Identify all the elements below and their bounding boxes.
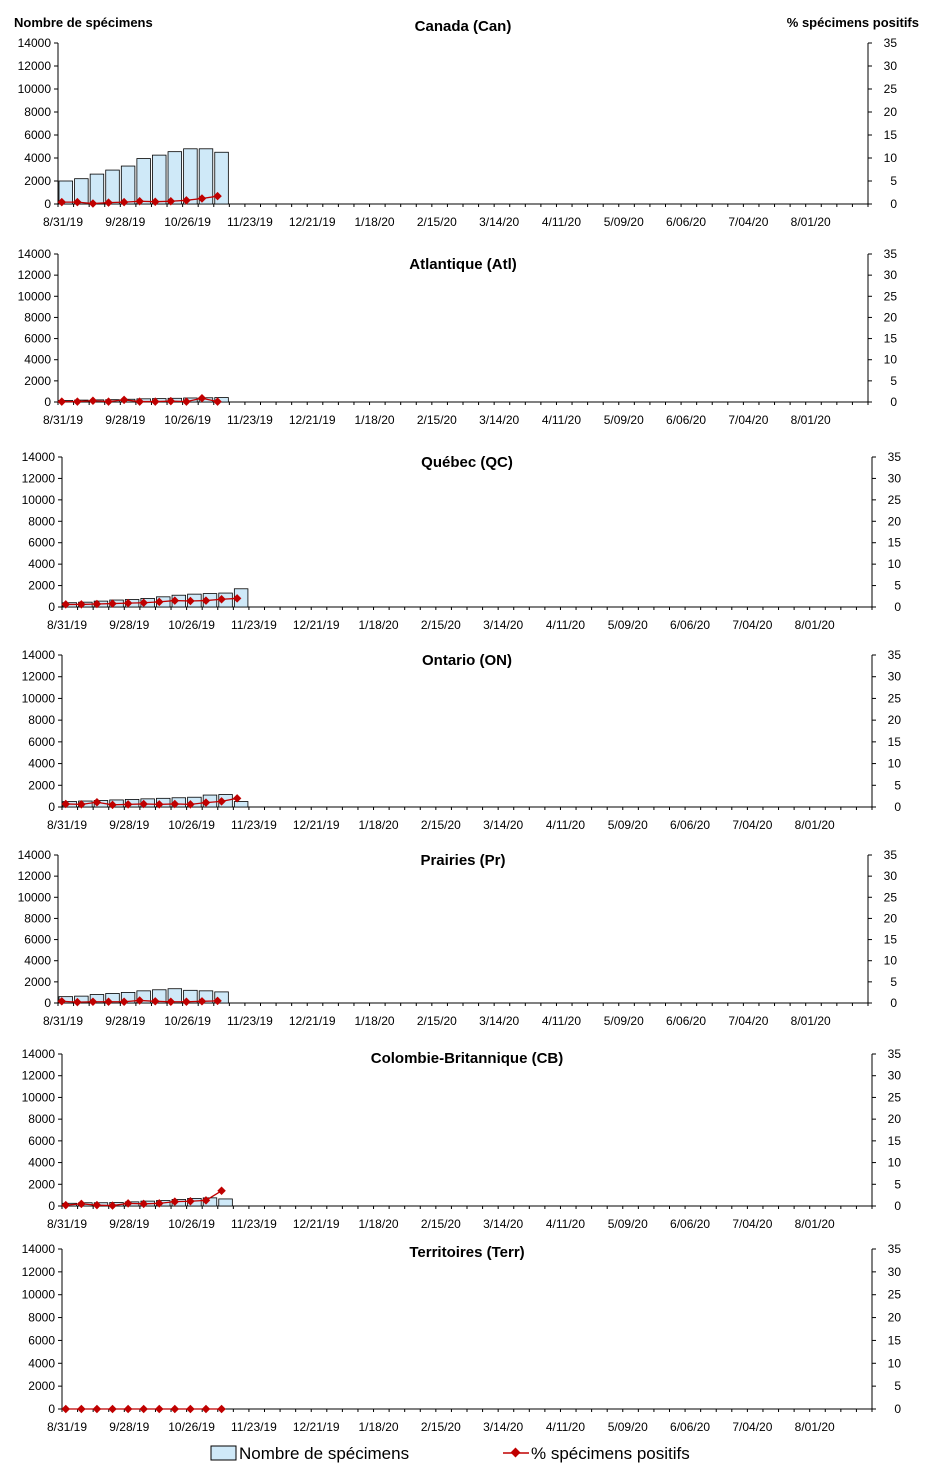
y-left-tick-label: 8000 [28, 514, 55, 529]
y-right-tick-label: 30 [887, 1264, 901, 1279]
y-left-tick-label: 14000 [17, 848, 51, 862]
percent-positive-point [73, 397, 81, 405]
y-left-tick-label: 6000 [28, 734, 55, 749]
x-tick-label: 12/21/19 [292, 1420, 340, 1434]
x-tick-label: 7/04/20 [728, 413, 769, 427]
y-left-tick-label: 0 [48, 600, 55, 614]
x-tick-label: 3/14/20 [483, 1217, 524, 1231]
x-tick-label: 10/26/19 [168, 1420, 215, 1434]
chart-title: Canada (Can) [414, 18, 512, 35]
percent-positive-point [202, 1405, 210, 1413]
x-tick-label: 7/04/20 [728, 215, 769, 229]
y-left-tick-label: 8000 [28, 1310, 55, 1325]
percent-positive-point [155, 1405, 163, 1413]
percent-positive-point [108, 1405, 116, 1413]
y-left-tick-label: 2000 [24, 174, 51, 188]
chart-panel-6 [22, 1047, 902, 1231]
chart-panel-2 [18, 247, 898, 427]
percent-positive-point [124, 1405, 132, 1413]
y-left-tick-label: 4000 [28, 1155, 55, 1170]
y-left-tick-label: 10000 [21, 492, 55, 507]
bar [137, 159, 151, 204]
y-left-tick-label: 6000 [24, 331, 51, 346]
x-tick-label: 5/09/20 [607, 818, 648, 832]
chart-title: Colombie-Britannique (CB) [370, 1050, 564, 1067]
y-right-tick-label: 25 [887, 691, 901, 706]
x-tick-label: 6/06/20 [666, 1014, 707, 1028]
y-left-tick-label: 14000 [21, 648, 55, 662]
y-left-tick-label: 10000 [17, 289, 51, 304]
y-left-tick-label: 6000 [28, 1133, 55, 1148]
y-left-tick-label: 0 [48, 1199, 55, 1213]
y-right-tick-label: 35 [887, 450, 901, 464]
y-left-tick-label: 10000 [21, 1287, 55, 1302]
chart-panels [18, 18, 902, 1434]
y-left-tick-label: 8000 [28, 713, 55, 728]
y-right-tick-label: 5 [894, 1177, 901, 1192]
x-tick-label: 10/26/19 [168, 1217, 215, 1231]
bar [152, 155, 166, 204]
x-tick-label: 7/04/20 [732, 618, 773, 632]
y-left-tick-label: 10000 [17, 82, 51, 96]
y-left-tick-label: 12000 [21, 471, 55, 486]
x-tick-label: 9/28/19 [109, 818, 150, 832]
y-left-tick-label: 8000 [24, 310, 51, 325]
y-left-tick-label: 8000 [24, 105, 51, 119]
x-tick-label: 3/14/20 [483, 1420, 524, 1434]
y-left-tick-label: 12000 [17, 59, 51, 73]
y-right-tick-label: 10 [883, 953, 897, 968]
y-right-tick-label: 25 [887, 492, 901, 507]
x-tick-label: 11/23/19 [231, 618, 277, 632]
y-right-tick-label: 20 [883, 310, 897, 325]
y-right-tick-label: 5 [890, 373, 897, 388]
x-tick-label: 10/26/19 [164, 413, 211, 427]
x-tick-label: 4/11/20 [545, 618, 586, 632]
y-left-tick-label: 10000 [21, 1090, 55, 1105]
chart-title: Ontario (ON) [422, 652, 512, 669]
x-tick-label: 9/28/19 [105, 413, 146, 427]
x-tick-label: 11/23/19 [231, 1420, 277, 1434]
x-tick-label: 12/21/19 [288, 215, 336, 229]
y-right-tick-label: 5 [894, 778, 901, 793]
legend-bar-label: Nombre de spécimens [239, 1444, 410, 1463]
bar [121, 166, 135, 204]
y-left-tick-label: 8000 [24, 911, 51, 926]
bar [184, 149, 198, 204]
x-tick-label: 4/11/20 [545, 818, 586, 832]
percent-positive-point [58, 397, 66, 405]
y-right-tick-label: 10 [883, 151, 897, 165]
x-tick-label: 1/18/20 [358, 1217, 399, 1231]
y-left-tick-label: 2000 [28, 578, 55, 593]
x-tick-label: 8/31/19 [46, 1420, 88, 1434]
x-tick-label: 1/18/20 [358, 1420, 399, 1434]
y-left-tick-label: 12000 [17, 869, 51, 884]
y-right-tick-label: 0 [890, 395, 897, 409]
bar [234, 802, 248, 807]
legend-line-marker [511, 1448, 521, 1458]
y-left-tick-label: 14000 [17, 36, 51, 50]
y-right-tick-label: 0 [894, 600, 901, 614]
percent-positive-point [171, 1405, 179, 1413]
y-right-tick-label: 0 [894, 1402, 901, 1416]
x-tick-label: 4/11/20 [541, 413, 582, 427]
y-left-tick-label: 14000 [21, 1047, 55, 1061]
percent-positive-point [62, 1405, 70, 1413]
chart-title: Québec (QC) [421, 454, 513, 471]
x-tick-label: 8/01/20 [794, 1217, 835, 1231]
x-tick-label: 5/09/20 [607, 1217, 648, 1231]
percent-positive-point [139, 1405, 147, 1413]
y-right-tick-label: 35 [883, 848, 897, 862]
x-tick-label: 10/26/19 [164, 215, 211, 229]
y-left-tick-label: 0 [48, 800, 55, 814]
y-left-tick-label: 0 [44, 197, 51, 211]
x-tick-label: 12/21/19 [292, 1217, 340, 1231]
percent-positive-point [62, 1201, 70, 1209]
y-right-tick-label: 10 [887, 1155, 901, 1170]
y-right-tick-label: 30 [887, 669, 901, 684]
x-tick-label: 12/21/19 [288, 1014, 336, 1028]
y-right-tick-label: 25 [883, 289, 897, 304]
y-right-tick-label: 35 [883, 247, 897, 261]
y-right-tick-label: 10 [887, 1356, 901, 1371]
chart-title: Prairies (Pr) [420, 852, 506, 869]
x-tick-label: 12/21/19 [288, 413, 336, 427]
x-tick-label: 6/06/20 [670, 1420, 711, 1434]
chart-panel-3 [22, 450, 902, 632]
y-left-tick-label: 6000 [28, 535, 55, 550]
y-right-tick-label: 15 [887, 1133, 901, 1148]
x-tick-label: 4/11/20 [545, 1217, 586, 1231]
y-left-tick-label: 4000 [24, 352, 51, 367]
x-tick-label: 9/28/19 [109, 1217, 150, 1231]
y-right-tick-label: 15 [887, 1333, 901, 1348]
x-tick-label: 12/21/19 [292, 818, 340, 832]
y-left-axis-label: Nombre de spécimens [14, 15, 153, 30]
y-right-tick-label: 10 [887, 557, 901, 572]
x-tick-label: 9/28/19 [109, 618, 150, 632]
y-right-tick-label: 0 [890, 197, 897, 211]
x-tick-label: 8/01/20 [794, 818, 835, 832]
x-tick-label: 6/06/20 [666, 215, 707, 229]
y-right-tick-label: 35 [887, 648, 901, 662]
x-tick-label: 8/01/20 [794, 1420, 835, 1434]
percent-positive-point [89, 396, 97, 404]
y-left-tick-label: 8000 [28, 1112, 55, 1127]
x-tick-label: 3/14/20 [479, 215, 520, 229]
y-right-tick-label: 10 [883, 352, 897, 367]
y-right-tick-label: 30 [883, 59, 897, 73]
y-right-tick-label: 0 [894, 1199, 901, 1213]
x-tick-label: 8/01/20 [790, 215, 831, 229]
x-tick-label: 3/14/20 [479, 413, 520, 427]
y-right-tick-label: 25 [883, 890, 897, 905]
x-tick-label: 6/06/20 [666, 413, 707, 427]
bar [168, 152, 182, 204]
y-right-tick-label: 25 [883, 82, 897, 96]
y-left-tick-label: 6000 [28, 1333, 55, 1348]
y-right-tick-label: 15 [883, 128, 897, 142]
legend [211, 1444, 690, 1463]
x-tick-label: 8/31/19 [42, 413, 84, 427]
percent-positive-point [77, 1200, 85, 1208]
y-left-tick-label: 14000 [21, 1242, 55, 1256]
y-left-tick-label: 6000 [24, 932, 51, 947]
x-tick-label: 1/18/20 [354, 1014, 395, 1028]
x-tick-label: 11/23/19 [227, 413, 273, 427]
y-right-tick-label: 20 [887, 514, 901, 529]
x-tick-label: 8/01/20 [790, 413, 831, 427]
percent-positive-point [217, 1405, 225, 1413]
x-tick-label: 5/09/20 [603, 1014, 644, 1028]
y-left-tick-label: 0 [48, 1402, 55, 1416]
chart-panel-5 [18, 848, 898, 1028]
y-left-tick-label: 4000 [28, 557, 55, 572]
x-tick-label: 2/15/20 [416, 413, 457, 427]
x-tick-label: 10/26/19 [168, 818, 215, 832]
y-right-tick-label: 15 [883, 932, 897, 947]
x-tick-label: 6/06/20 [670, 818, 711, 832]
x-tick-label: 8/31/19 [46, 618, 88, 632]
y-right-tick-label: 5 [894, 578, 901, 593]
x-tick-label: 11/23/19 [231, 1217, 277, 1231]
x-tick-label: 8/01/20 [790, 1014, 831, 1028]
y-left-tick-label: 2000 [28, 1177, 55, 1192]
y-right-tick-label: 35 [887, 1242, 901, 1256]
y-left-tick-label: 2000 [28, 778, 55, 793]
x-tick-label: 1/18/20 [358, 818, 399, 832]
x-tick-label: 8/31/19 [46, 818, 88, 832]
chart-panel-7 [22, 1242, 902, 1434]
y-right-tick-label: 0 [890, 996, 897, 1010]
y-right-tick-label: 5 [890, 174, 897, 188]
y-left-tick-label: 12000 [21, 1264, 55, 1279]
y-right-tick-label: 15 [887, 734, 901, 749]
y-left-tick-label: 10000 [21, 691, 55, 706]
chart-title: Atlantique (Atl) [409, 256, 517, 273]
y-right-tick-label: 20 [883, 911, 897, 926]
y-left-tick-label: 0 [44, 395, 51, 409]
y-right-tick-label: 35 [887, 1047, 901, 1061]
y-right-axis-label: % spécimens positifs [786, 15, 919, 30]
x-tick-label: 7/04/20 [732, 1420, 773, 1434]
chart-title: Territoires (Terr) [409, 1244, 525, 1261]
x-tick-label: 12/21/19 [292, 618, 340, 632]
x-tick-label: 11/23/19 [227, 1014, 273, 1028]
y-right-tick-label: 30 [883, 869, 897, 884]
x-tick-label: 6/06/20 [670, 1217, 711, 1231]
y-right-tick-label: 30 [883, 268, 897, 283]
x-tick-label: 6/06/20 [670, 618, 711, 632]
percent-positive-point [120, 396, 128, 404]
x-tick-label: 8/31/19 [46, 1217, 88, 1231]
y-left-tick-label: 12000 [21, 1068, 55, 1083]
x-tick-label: 8/31/19 [42, 1014, 84, 1028]
y-right-tick-label: 20 [887, 713, 901, 728]
x-tick-label: 2/15/20 [416, 1014, 457, 1028]
x-tick-label: 10/26/19 [164, 1014, 211, 1028]
percent-positive-point [77, 1405, 85, 1413]
x-tick-label: 1/18/20 [358, 618, 399, 632]
y-left-tick-label: 14000 [17, 247, 51, 261]
x-tick-label: 2/15/20 [416, 215, 457, 229]
x-tick-label: 2/15/20 [420, 1420, 461, 1434]
y-right-tick-label: 10 [887, 756, 901, 771]
x-tick-label: 2/15/20 [420, 1217, 461, 1231]
x-tick-label: 2/15/20 [420, 618, 461, 632]
x-tick-label: 4/11/20 [545, 1420, 586, 1434]
x-tick-label: 1/18/20 [354, 413, 395, 427]
y-right-tick-label: 35 [883, 36, 897, 50]
y-left-tick-label: 10000 [17, 890, 51, 905]
x-tick-label: 10/26/19 [168, 618, 215, 632]
x-tick-label: 9/28/19 [105, 1014, 146, 1028]
y-right-tick-label: 0 [894, 800, 901, 814]
y-left-tick-label: 6000 [24, 128, 51, 142]
percent-positive-point [93, 1405, 101, 1413]
x-tick-label: 5/09/20 [603, 413, 644, 427]
x-tick-label: 3/14/20 [483, 618, 524, 632]
percent-positive-point [186, 1405, 194, 1413]
x-tick-label: 3/14/20 [479, 1014, 520, 1028]
y-left-tick-label: 2000 [24, 373, 51, 388]
y-right-tick-label: 20 [887, 1112, 901, 1127]
x-tick-label: 8/31/19 [42, 215, 84, 229]
y-right-tick-label: 30 [887, 471, 901, 486]
bar [219, 1199, 233, 1206]
x-tick-label: 5/09/20 [607, 1420, 648, 1434]
y-left-tick-label: 0 [44, 996, 51, 1010]
x-tick-label: 3/14/20 [483, 818, 524, 832]
percent-positive-point [104, 397, 112, 405]
x-tick-label: 7/04/20 [732, 1217, 773, 1231]
x-tick-label: 7/04/20 [732, 818, 773, 832]
chart-panel-4 [22, 648, 902, 832]
y-right-tick-label: 5 [894, 1379, 901, 1394]
x-tick-label: 5/09/20 [603, 215, 644, 229]
y-left-tick-label: 4000 [24, 953, 51, 968]
y-right-tick-label: 20 [883, 105, 897, 119]
y-left-tick-label: 4000 [28, 756, 55, 771]
y-right-tick-label: 5 [890, 974, 897, 989]
y-right-tick-label: 30 [887, 1068, 901, 1083]
y-left-tick-label: 4000 [24, 151, 51, 165]
percent-positive-point [217, 1187, 225, 1195]
x-tick-label: 2/15/20 [420, 818, 461, 832]
chart-panel-1 [18, 18, 898, 229]
legend-bar-swatch [211, 1446, 236, 1460]
x-tick-label: 1/18/20 [354, 215, 395, 229]
y-right-tick-label: 25 [887, 1090, 901, 1105]
y-left-tick-label: 12000 [21, 669, 55, 684]
y-left-tick-label: 12000 [17, 268, 51, 283]
y-right-tick-label: 20 [887, 1310, 901, 1325]
x-tick-label: 4/11/20 [541, 1014, 582, 1028]
x-tick-label: 5/09/20 [607, 618, 648, 632]
y-left-tick-label: 4000 [28, 1356, 55, 1371]
x-tick-label: 11/23/19 [231, 818, 277, 832]
y-right-tick-label: 15 [883, 331, 897, 346]
legend-line-label: % spécimens positifs [531, 1444, 690, 1463]
x-tick-label: 7/04/20 [728, 1014, 769, 1028]
y-right-tick-label: 25 [887, 1287, 901, 1302]
x-tick-label: 9/28/19 [105, 215, 146, 229]
y-left-tick-label: 2000 [28, 1379, 55, 1394]
x-tick-label: 9/28/19 [109, 1420, 150, 1434]
percent-positive-point [93, 1201, 101, 1209]
bar [90, 174, 104, 204]
x-tick-label: 4/11/20 [541, 215, 582, 229]
x-tick-label: 8/01/20 [794, 618, 835, 632]
y-left-tick-label: 2000 [24, 974, 51, 989]
x-tick-label: 11/23/19 [227, 215, 273, 229]
y-left-tick-label: 14000 [21, 450, 55, 464]
bar [106, 170, 120, 204]
y-right-tick-label: 15 [887, 535, 901, 550]
